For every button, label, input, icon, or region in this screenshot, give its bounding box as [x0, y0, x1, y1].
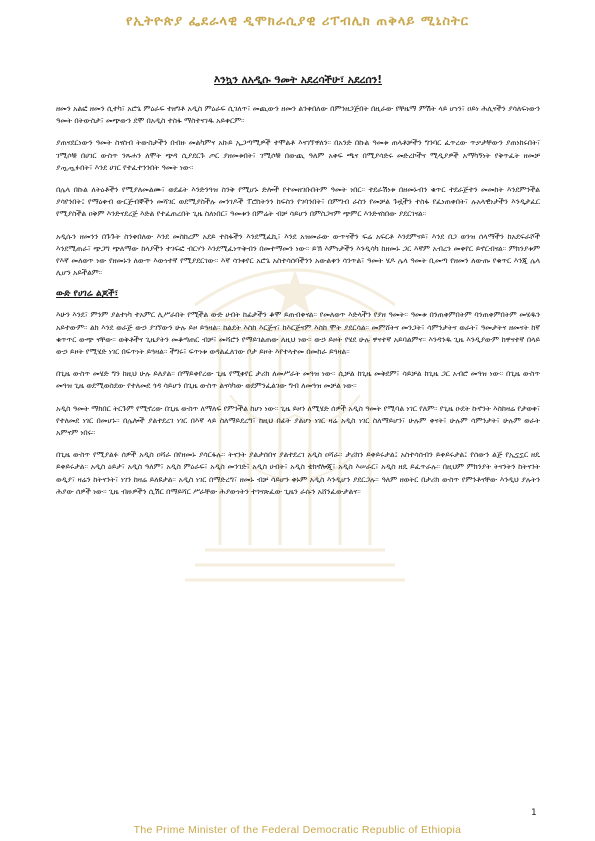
paragraph: አዲሱን ዘመንን በጉጉት ስንቀበለው እንደ መስከረም አደይ ተስፋችን እንደሚፈኪ፣ እንደ አዝመራው ውጥናችን ፍሬ አፍርቶ እንደምናይ፣ እንደ በጋ ወንዝ ሰላማችን ከአደፍራሾች እንደሚጠራ፣ ጭጋግ ጭለማው ከላያችን ተገፍፎ ብርሃን እንደሚፈነጥቅብን በመተማመን ነው። ይኽ እምነታችን እንዲሳካ ከዘመኑ ጋር እኛም አብረን መቀየር ይኖርብናል። ምክንያቱም የእኛ መለወጥ ነው የዘመኑን ለውጥ እውነተኛ የሚያደርገው። እኛ ሳንቀየር አሮጌ አስተሳሰባችንን አውልቀን ሳንጥል፣ ዓመት ሄዶ ሌላ ዓመት ቢመጣ የዘመን ለውጡ የቁጥር እንጂ ሌላ ሊሆን አይችልም። [56, 231, 540, 278]
paragraph: በጊዜ ውስጥ የሚያልፉ ሰዎች አዲስ ዐሻራ በየዘመኑ ያሳርፋሉ። ትናንት ያልታሰበና ያልተደረገ አዲስ ዐሻራ። ታሪክን ይቀይሩታል፤ አስተሳሰብን ይቀይሩታል፤ የሰውን ልጅ የኢኗኗር ዘዴ ይቀይሩታል። አዲስ ዕይታ፣ አዲስ ዓለም፣ አዲስ ምዕራፍ፣ አዲስ መንገድ፣ አዲስ ሀብት፣ አዲስ ቴክኖሎጂ፣ አዲስ እሠራር፣ አዲስ ዘዴ ይፈጥራሉ። በዚህም ምክንያት ትናንትን ከትናንት ወዲያ፣ ዛሬን ከትናንት፣ ነገን ከዛሬ ይለዩታል። አዲስ ነገር በማድረግ፣ ዘመኑ ብቻ ሳይሆን ቀኑም አዲስ እንዲሆን ያደርጋሉ። ዓለም ዘወትር በታሪክ ውስጥ የምንቶናቸው እንዲህ ያሉትን ሕያው ሰዎች ነው። ጊዜ ብዙዎችን ሲሽር በማይሻር ሥራቸው ሕያውነትን ተጎናጽፈው ጊዜን ራሱን አሸንፈውታልና። [56, 450, 540, 496]
letterhead-text: የኢትዮጵያ ፌደራላዊ ዲሞክራሲያዊ ሪፐብሊክ ጠቅላይ ሚኒስትር [126, 14, 469, 29]
letterhead [0, 0, 595, 40]
paragraph: አዲስ ዓመት ማክበር ትርጉም የሚኖረው በጊዜ ውስጥ ለማለፍ የምንችል ከሆነ ነው። ጊዜ ይዞን ለሚሄድ ሰዎች አዲስ ዓመት የሚባል ነገር የለም። የጊዜ ዑደት ኩኖንት እስከዛሬ የታወቀ፣ የተለመደ ነገር በመሆኑ። በሌሎች ያልተደረገ ነገር በእኛ ላይ ስለማይደረግ፣ ከዚህ በፊት ያልሆነ ነገር ዛሬ አዲስ ነገር ስለማይሆን፣ ሁሉም ቀናት፣ ሁሉም ሳምንታት፣ ሁሉም ወራት አምናም ነበሩ። [56, 403, 540, 438]
footer-text: The Prime Minister of the Federal Democratic Republic of Ethiopia [133, 824, 462, 836]
paragraph: በጊዜ ውስጥ መሄድ ግን ከዚህ ሁሉ ይለያል። በማይቀየረው ጊዜ የሚቀየር ታሪክ ለመሥራት መጓዝ ነው። ሲቻል ከጊዜ መቅደም፣ ሳይቻል ከጊዜ ጋር አብሮ መጓዝ ነው። በጊዜ ውስጥ መጓዝ ጊዜ ወደሚወስደው የተለመደ ጎዳ ሳይሆን በጊዜ ውስጥ ልናሳካው ወደምንፈልገው ግብ ለመጓዝ መቻል ነው። [56, 369, 540, 391]
document-title: እንኳን ለአዲሱ ዓመት አደረሳችሁ፣ አደረሰን! [213, 74, 383, 86]
paragraph: ዘመን አልፎ ዘመን ሲተካ፣ አሮጌ ምዕራፍ ተዘግቶ አዲስ ምዕራፍ ሲገለጥ፣ መጪውን ዘመን ልንቀበለው በምንዘጋጅበት በዚራው የቸዜማ ምሽት ላይ ሆነን፣ ዐይነ ሕሊናችን ያሳለፍነውን ዓመት በትውስታ፣ መጭውን ደሞ በአዲስ ተስፋ ማስተናገዱ አይቀርም። [56, 104, 540, 126]
salutation-heading: ውድ የሀገሬ ልጆች፣ [56, 289, 119, 300]
letter-body [56, 74, 540, 508]
paragraph: ያጠናደርነውን ዓመት ስናስብ ትውስታችን በብዙ መልካምና አኩይ ኢጋጣሚዎች ተሞልቶ እናገኘዋለን። በአንድ በኩል ዓመቱ ጠላቶቻችን ግንባር ፈጥረው ጥቃታቸውን ያጠነከሩበት፣ ገሚሶቹ በሀገር ውስጥ ንጹሐን ለሞት ጭዳ ሲያደርጉ ጦር ያዘመቱበት፣ ገሚሶቹ በውጪ ዓለም አቀፍ ጫና በሚያሳድሩ መድረኮችና ሚዲያዎች አማካኝነት የቅጥፈት ዘመቻ ያጧጧፉበት፣ እንደ ሀገር የተፈተንንበት ዓመት ነው። [56, 138, 540, 172]
paragraph: በሌላ በኩል ለትዕቶችን የሚያለመልሙ፣ ወደፊት እንድንጓዝ ስንቅ የሚሆኑ ድሎች የተመዘገቡበትም ዓመት ነበር። ተደራሽነቱ በዘመኑብን ቁጥር ተደራጅተን መመከት እንደምንችል ያሳየንበት፤ የማዕቀብ ውርጅብኞችን መሻገር ወደሚያስችሉ መንገዶች ፐሮስትንን ከፍስን የገባንበት፣ በምግብ ራስን የመቻል ጉዟችን ተስፋ የፈነጠቀበት፣ ሉአላዊነታችን እንዲታፈር የሚያስችል ዐቅም እንድናደረጅ እድል የተፈጠረበት ጊዜ ስለነበር፣ ዓመቱን በምሬት ብቻ ሳይሆን በምስጋናም ጭምር እንድናስበው ያደርገናል። [56, 185, 540, 219]
page-number: 1 [531, 808, 537, 818]
paragraph: እሁን እንደ፣ ምንም ያልተነካ ተአምር ሊሥራበት የሚችል ውድ ሀብት ከፊታችን ቆሞ ይጠብቀናል። የመለወጥ እድላችን የያዘ ዓመት። ዓመቱ በንጠቀምበትም ባንጠቀምበትም መሄዱን አይተውም። ልክ እንደ ወራጅ ውኃ ያገኘውን ሁሉ ይዞ ይጓዛል። ከልደት እስከ እርጅና፣ ከእርጅናም እስከ ሞት ያደርሳል። መምሸትና መንጋት፣ ሳምንታትና ወራት፣ ዓመታትና ዘመናት ከኛ ቁጥጥር ውጭ ናቸው። ወቅቶችና ጊዜያትን መቆጣጠር ብቻ፣ መሻሮን የማይገልጠው ለዚህ ነው። ውኃ ይዞት የሄደ ሁሉ ዋናተኛ አይባልምና። እንዳንዱ ጊዜ እንዲያውም ከዋናተኛ በላይ ውኃ ይዞት የሚሄድ ነገር በፍጥነት ይጓዛል። ችግሩ፣ ፍጥነቱ ወዳልፈለገው ቦታ ይዞት እየተላተመ በመከራ ይጓዛል። [56, 310, 540, 357]
